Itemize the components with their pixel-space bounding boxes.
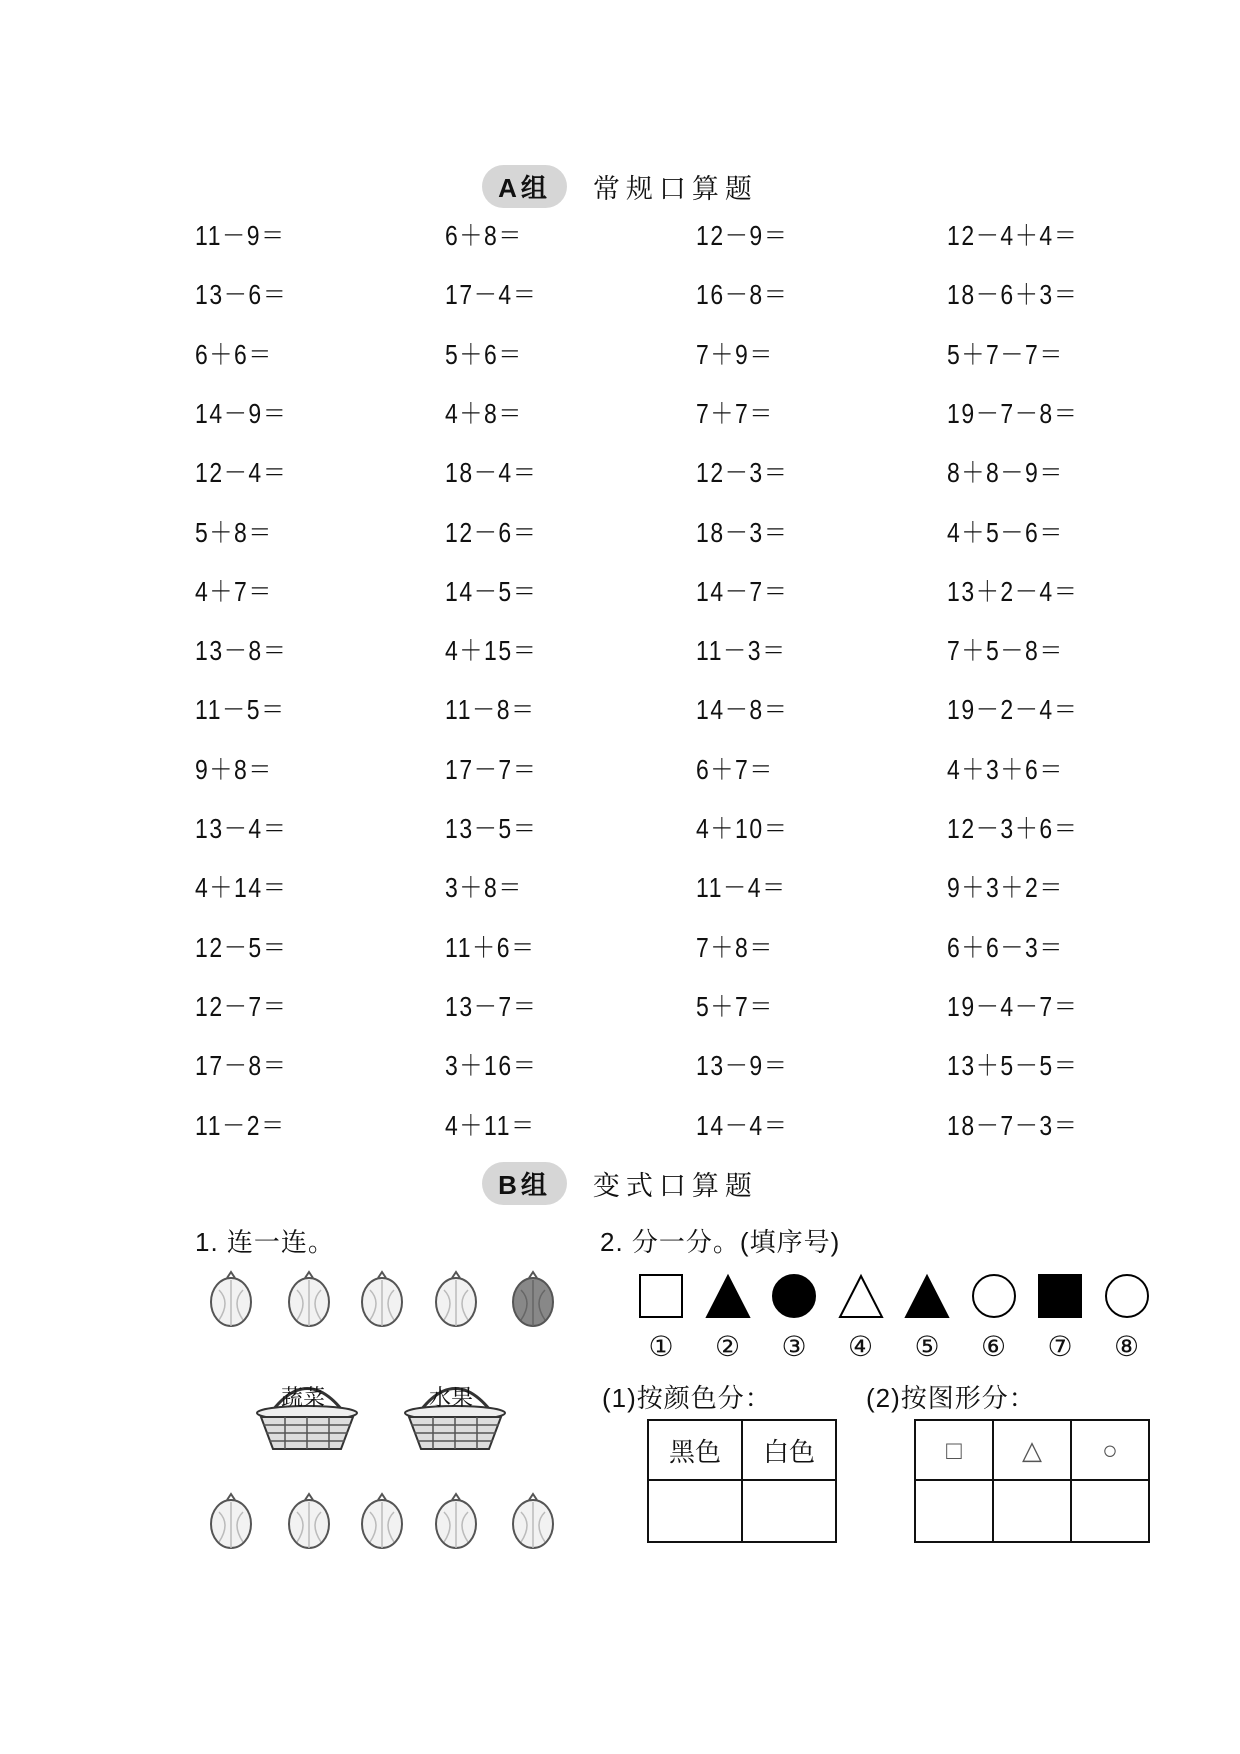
black-circle-shape: [771, 1273, 817, 1319]
white-circle-shape: [971, 1273, 1017, 1319]
equation-item: 12－9＝: [696, 220, 789, 251]
by-color-label: (1)按颜色分：: [602, 1383, 772, 1413]
equation-item: 3＋16＝: [445, 1050, 538, 1082]
equation-item: 12－5＝: [195, 931, 288, 963]
shape-number-label: ⑦: [1047, 1331, 1073, 1362]
equation-item: 13＋5－5＝: [947, 1050, 1079, 1082]
strawberry-icon[interactable]: [283, 1270, 335, 1333]
equation-item: 11－3＝: [696, 635, 787, 667]
answer-cell-circle[interactable]: [1071, 1480, 1149, 1542]
shape-number-label: ⑥: [980, 1331, 1007, 1362]
equation-item: 4＋7＝: [195, 575, 274, 607]
basket-fruits[interactable]: [403, 1375, 508, 1460]
equation-item: 19－7－8＝: [947, 397, 1079, 429]
equation-item: 17－7＝: [445, 753, 538, 785]
equation-item: 14－7＝: [696, 575, 789, 607]
equation-item: 11－9＝: [195, 220, 286, 251]
equation-item: 12－3＝: [696, 457, 789, 489]
equation-item: 18－7－3＝: [947, 1109, 1079, 1141]
equation-item: 13－5＝: [445, 813, 538, 844]
shape-number-label: ⑤: [914, 1331, 940, 1362]
equation-item: 7＋5－8＝: [947, 635, 1065, 667]
section-b-title: 变式口算题: [592, 1171, 758, 1201]
equation-item: 13＋2－4＝: [947, 575, 1079, 607]
watermelon-icon[interactable]: [507, 1270, 559, 1333]
pineapple-icon[interactable]: [205, 1270, 257, 1333]
equation-item: 4＋5－6＝: [947, 516, 1065, 548]
equation-item: 4＋15＝: [445, 635, 538, 667]
equation-item: 3＋8＝: [445, 872, 524, 904]
equation-item: 7＋7＝: [696, 397, 775, 429]
equation-item: 4＋14＝: [195, 872, 288, 904]
shape-number-label: ③: [781, 1331, 807, 1362]
basket-vegetables-label: 蔬菜: [281, 1385, 326, 1410]
shape-number-label: ①: [648, 1331, 674, 1362]
equation-item: 6＋7＝: [696, 753, 775, 785]
shape-number-label: ⑧: [1113, 1331, 1140, 1362]
equation-item: 5＋7－7＝: [947, 338, 1065, 370]
equation-item: 5＋7＝: [696, 990, 775, 1022]
black-square-shape: [1037, 1273, 1083, 1319]
equation-item: 17－4＝: [445, 279, 538, 311]
equation-item: 11＋6＝: [445, 931, 536, 963]
pumpkin-icon[interactable]: [430, 1492, 482, 1555]
equation-item: 19－4－7＝: [947, 990, 1079, 1022]
answer-cell-triangle[interactable]: [993, 1480, 1071, 1542]
equation-item: 13－7＝: [445, 990, 538, 1022]
equation-item: 5＋8＝: [195, 516, 274, 548]
equation-item: 13－6＝: [195, 279, 288, 311]
equation-item: 14－9＝: [195, 397, 288, 429]
orange-icon[interactable]: [507, 1492, 559, 1555]
equation-item: 18－6＋3＝: [947, 279, 1079, 311]
shape-sort-table: [914, 1419, 1150, 1543]
equation-item: 6＋8＝: [445, 220, 524, 251]
pepper-icon[interactable]: [356, 1270, 408, 1333]
question-2-label: 2. 分一分。(填序号): [600, 1227, 841, 1257]
equation-item: 14－4＝: [696, 1109, 789, 1141]
equation-item: 11－2＝: [195, 1109, 286, 1141]
shape-number-label: ②: [714, 1331, 741, 1362]
equation-item: 13－4＝: [195, 813, 288, 844]
section-a-badge: A组: [482, 165, 567, 208]
header-black: 黑色: [648, 1420, 742, 1480]
equation-item: 4＋8＝: [445, 397, 524, 429]
mango-icon[interactable]: [205, 1492, 257, 1555]
equation-item: 7＋9＝: [696, 338, 775, 370]
equation-item: 7＋8＝: [696, 931, 775, 963]
basket-vegetables[interactable]: [255, 1375, 360, 1460]
equation-item: 11－5＝: [195, 694, 286, 726]
equation-item: 19－2－4＝: [947, 694, 1079, 726]
white-square-shape: [638, 1273, 684, 1319]
equation-item: 18－3＝: [696, 516, 789, 548]
by-shape-label: (2)按图形分：: [866, 1383, 1036, 1413]
equation-item: 17－8＝: [195, 1050, 288, 1082]
carrot-icon[interactable]: [430, 1270, 482, 1333]
section-b-header: [0, 1162, 1240, 1205]
answer-cell-white[interactable]: [742, 1480, 836, 1542]
question-1-label: 1. 连一连。: [195, 1227, 335, 1257]
answer-cell-black[interactable]: [648, 1480, 742, 1542]
equation-item: 14－5＝: [445, 575, 538, 607]
black-triangle-shape: [904, 1273, 950, 1319]
black-triangle-shape: [705, 1273, 751, 1319]
header-triangle: △: [993, 1420, 1071, 1480]
section-a-title: 常规口算题: [592, 174, 758, 204]
equation-item: 11－8＝: [445, 694, 536, 726]
equation-item: 4＋11＝: [445, 1109, 536, 1141]
white-triangle-shape: [838, 1273, 884, 1319]
equation-item: 16－8＝: [696, 279, 789, 311]
header-white: 白色: [742, 1420, 836, 1480]
equation-item: 13－9＝: [696, 1050, 789, 1082]
basket-fruits-label: 水果: [429, 1385, 474, 1410]
equation-item: 9＋8＝: [195, 753, 274, 785]
color-sort-table: [647, 1419, 837, 1543]
header-circle: ○: [1071, 1420, 1149, 1480]
shape-number-label: ④: [847, 1331, 874, 1362]
equation-item: 8＋8－9＝: [947, 457, 1065, 489]
equation-item: 4＋3＋6＝: [947, 753, 1065, 785]
equation-item: 5＋6＝: [445, 338, 524, 370]
answer-cell-square[interactable]: [915, 1480, 993, 1542]
white-circle-shape: [1104, 1273, 1150, 1319]
equation-item: 12－4＝: [195, 457, 288, 489]
equation-item: 4＋10＝: [696, 813, 789, 844]
equation-item: 14－8＝: [696, 694, 789, 726]
equation-item: 6＋6＝: [195, 338, 274, 370]
bok-choy-icon[interactable]: [283, 1492, 335, 1555]
equation-item: 12－6＝: [445, 516, 538, 548]
banana-icon[interactable]: [356, 1492, 408, 1555]
equation-item: 18－4＝: [445, 457, 538, 489]
equation-item: 6＋6－3＝: [947, 931, 1065, 963]
equation-item: 9＋3＋2＝: [947, 872, 1065, 904]
section-b-badge: B组: [482, 1162, 567, 1205]
section-a-header: [0, 165, 1240, 208]
equation-item: 12－3＋6＝: [947, 813, 1079, 844]
equation-item: 12－4＋4＝: [947, 220, 1079, 251]
equation-item: 12－7＝: [195, 990, 288, 1022]
equation-item: 13－8＝: [195, 635, 288, 667]
equation-item: 11－4＝: [696, 872, 787, 904]
header-square: □: [915, 1420, 993, 1480]
